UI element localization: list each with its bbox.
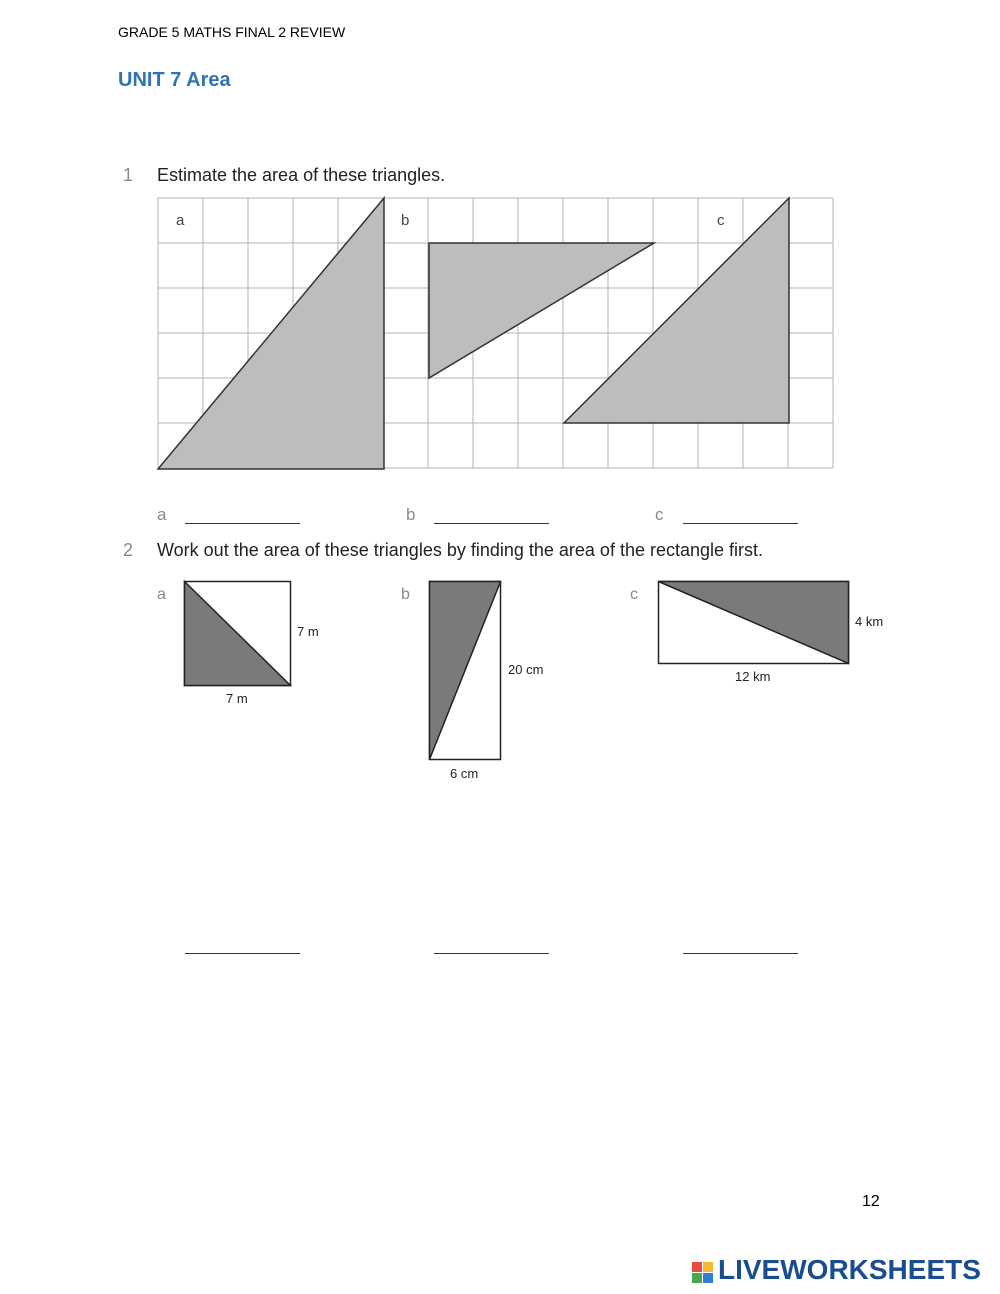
figure-b bbox=[425, 578, 555, 788]
answer-label-c: c bbox=[655, 505, 664, 524]
grid-label-c: c bbox=[717, 212, 725, 229]
triangle-c bbox=[564, 198, 789, 423]
triangle-b bbox=[429, 243, 654, 378]
answer-blank-1b[interactable] bbox=[434, 523, 549, 524]
question-2-number: 2 bbox=[123, 540, 134, 560]
question-2-text: Work out the area of these triangles by finding the area of the rectangle first. bbox=[157, 540, 764, 560]
grid-label-b: b bbox=[401, 212, 410, 229]
figure-a-bottom-label: 7 m bbox=[226, 691, 248, 706]
question-1-grid-figure bbox=[150, 190, 850, 480]
figure-c-side-label: 4 km bbox=[855, 614, 884, 629]
answer-blank-2c[interactable] bbox=[683, 953, 798, 954]
grid-label-a: a bbox=[176, 212, 185, 229]
answer-blank-2a[interactable] bbox=[185, 953, 300, 954]
answer-blank-2b[interactable] bbox=[434, 953, 549, 954]
figure-b-bottom-label: 6 cm bbox=[450, 766, 479, 781]
liveworksheets-brand: LIVEWORKSHEETS bbox=[718, 1254, 981, 1285]
figure-b-side-label: 20 cm bbox=[508, 662, 544, 677]
liveworksheets-logo[interactable] bbox=[692, 1253, 981, 1287]
figure-label-a: a bbox=[157, 586, 166, 603]
figure-label-c: c bbox=[630, 586, 638, 603]
figure-c-bottom-label: 12 km bbox=[735, 669, 771, 684]
page-number: 12 bbox=[862, 1193, 880, 1210]
answer-label-a: a bbox=[157, 505, 167, 524]
answer-label-b: b bbox=[406, 505, 416, 524]
answer-blank-1a[interactable] bbox=[185, 523, 300, 524]
figure-label-b: b bbox=[401, 586, 410, 603]
figure-a bbox=[180, 578, 330, 708]
document-header: GRADE 5 MATHS FINAL 2 REVIEW bbox=[118, 24, 346, 40]
figure-a-side-label: 7 m bbox=[297, 624, 319, 639]
answer-blank-1c[interactable] bbox=[683, 523, 798, 524]
unit-title: UNIT 7 Area bbox=[118, 69, 231, 91]
figure-c bbox=[655, 578, 890, 693]
question-1-number: 1 bbox=[123, 165, 134, 185]
question-1-text: Estimate the area of these triangles. bbox=[157, 165, 446, 185]
liveworksheets-logo-icon bbox=[692, 1262, 714, 1284]
